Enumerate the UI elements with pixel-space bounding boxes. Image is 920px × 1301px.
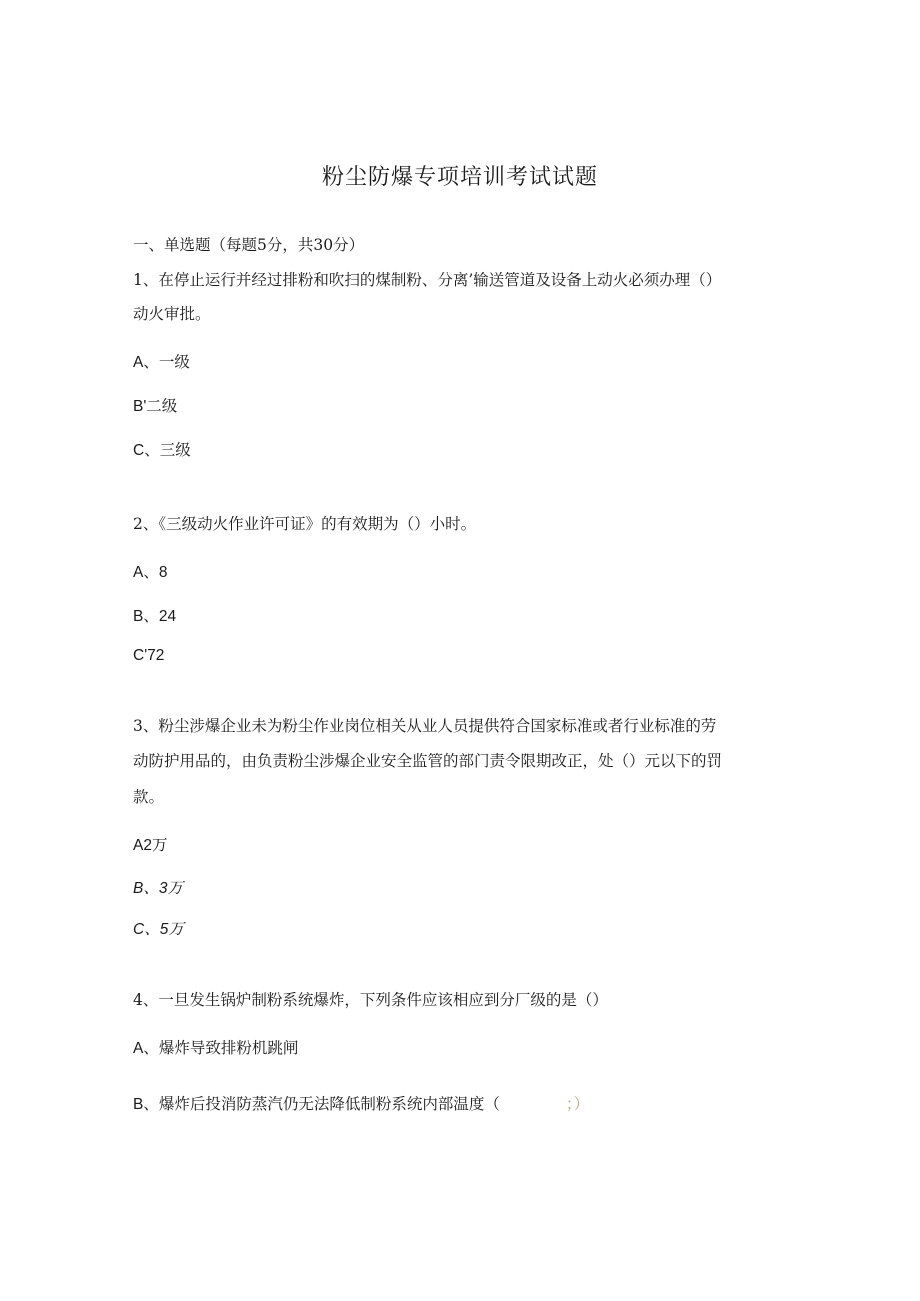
- question-1-option-c: C、三级: [133, 442, 191, 459]
- question-3-stem-line-2: 动防护用品的，由负责粉尘涉爆企业安全监管的部门责令限期改正，处（）元以下的罚: [133, 752, 723, 770]
- question-4-stem-line-1: 4、一旦发生锅炉制粉系统爆炸，下列条件应该相应到分厂级的是（）: [133, 991, 608, 1009]
- question-3-option-c: C、5万: [133, 921, 184, 938]
- question-1-stem-line-2: 动火审批。: [133, 305, 211, 323]
- question-2-option-c: C'72: [133, 647, 165, 664]
- question-3-stem-line-3: 款。: [133, 788, 165, 806]
- question-2-option-a: A、8: [133, 564, 168, 581]
- question-4-option-b-tail: ；）: [565, 1096, 590, 1113]
- question-1-option-b: B'二级: [133, 398, 178, 415]
- question-2-stem-line-1: 2、《三级动火作业许可证》的有效期为（）小时。: [133, 515, 477, 533]
- question-3-option-a: A2万: [133, 837, 168, 854]
- page-title: 粉尘防爆专项培训考试试题: [321, 165, 598, 190]
- question-2-option-b: B、24: [133, 608, 177, 625]
- question-3-option-b: B、3万: [133, 880, 183, 897]
- section-header: 一、单选题（每题5分，共30分）: [133, 236, 365, 254]
- question-4-option-a: A、爆炸导致排粉机跳闸: [133, 1040, 299, 1057]
- question-3-stem-line-1: 3、粉尘涉爆企业未为粉尘作业岗位相关从业人员提供符合国家标准或者行业标准的劳: [133, 717, 717, 735]
- question-4-option-b-text: B、爆炸后投消防蒸汽仍无法降低制粉系统内部温度（: [133, 1096, 500, 1113]
- question-1-stem-line-1: 1、在停止运行并经过排粉和吹扫的煤制粉、分离’输送管道及设备上动火必须办理（）: [133, 271, 722, 289]
- question-1-option-a: A、一级: [133, 354, 190, 371]
- question-4-option-b: [133, 1092, 589, 1114]
